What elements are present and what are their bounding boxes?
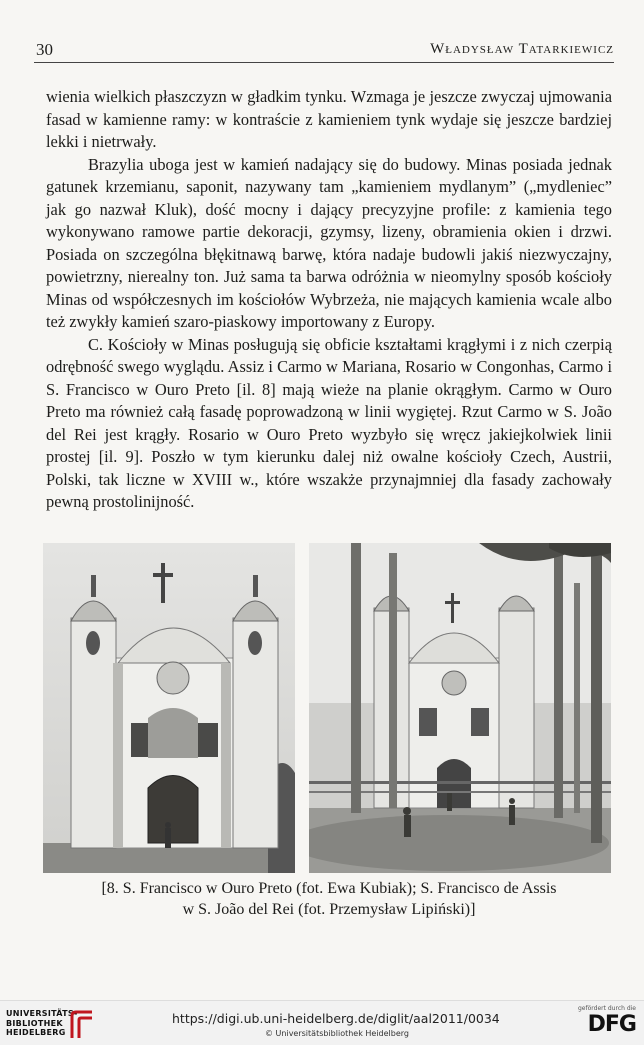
running-head-author: Władysław Tatarkiewicz [430,41,614,57]
library-name-line-1: UNIVERSITÄTS- [6,1009,78,1018]
digitization-footer [0,1000,644,1045]
page-number: 30 [36,40,53,59]
funded-by-label: gefördert durch die [578,1005,636,1012]
library-name-line-2: BIBLIOTHEK [6,1018,63,1028]
paragraph-2: Brazylia uboga jest w kamień nadający się do budowy. Minas posiada jednak gatunek krzemianu, saponit, nazywany tam „kamieniem mydlanym” („mydleniec” jak go nazwał Kluk), dość mocny i dający precyzyjne profile: z kamienia tego wykonywano ramowe partie dekoracji, gzymsy, lizeny, obramienia okien i drzwi. Posiada on szczególna błękitnawą barwę, która nadaje budowli jakiś niezwyczajny, powietrzny, nierealny ton. Już sama ta barwa odróżnia w nieomylny sposób kościoły Minas od współczesnych im kościołów Wybrzeża, nie mających kamienia wcale albo też zwykły kamień szaro-piaskowy importowany z Europy. [46,154,612,331]
photo-sao-francisco-de-assis-sao-joao-del-rei [309,543,611,873]
figure-caption [46,878,612,920]
page-header [34,40,614,63]
photo-sao-francisco-ouro-preto [43,543,295,873]
caption-line-1: [8. S. Francisco w Ouro Preto (fot. Ewa Kubiak); S. Francisco de Assis [101,880,557,897]
paragraph-1: wienia wielkich płaszczyzn w gładkim tynku. Wzmaga je jeszcze zwyczaj ujmowania fasad w kamienne ramy: w kontraście z kamieniem tynk wydaje się jeszcze bardziej lekki i nietrwały. [46,87,612,151]
library-mark-icon [70,1010,94,1039]
caption-line-2: w S. João del Rei (fot. Przemysław Lipiński)] [182,901,476,918]
dfg-logo[interactable] [572,1005,636,1043]
body-text [46,86,612,514]
permalink-url[interactable]: https://digi.ub.uni-heidelberg.de/diglit/aal2011/0034 [172,1011,500,1026]
dfg-wordmark: DFG [587,1012,636,1037]
copyright-notice: © Universitätsbibliothek Heidelberg [265,1029,410,1038]
library-name-line-3: HEIDELBERG [6,1028,66,1038]
university-library-logo[interactable] [6,1009,96,1041]
figure-8-photos [43,543,611,873]
paragraph-3: C. Kościoły w Minas posługują się obficie kształtami krągłymi i z nich czerpią odrębność swego wyglądu. Assiz i Carmo w Mariana, Rosario w Congonhas, Carmo i S. Francisco w Ouro Preto [il. 8] mają wieże na planie okrągłym. Carmo w Ouro Preto ma również całą fasadę poprowadzoną w linii wygiętej. Rzut Carmo w S. João del Rei jest krągły. Rosario w Ouro Preto wyzbyło się wręcz jakiejkolwiek linii prostej [il. 9]. Poszło w tym kierunku dalej niż owalne kościoły Czech, Austrii, Polski, tak liczne w XVIII w., które wszakże przynajmniej dla fasady zachowały pewną prostolinijność. [46,334,612,511]
